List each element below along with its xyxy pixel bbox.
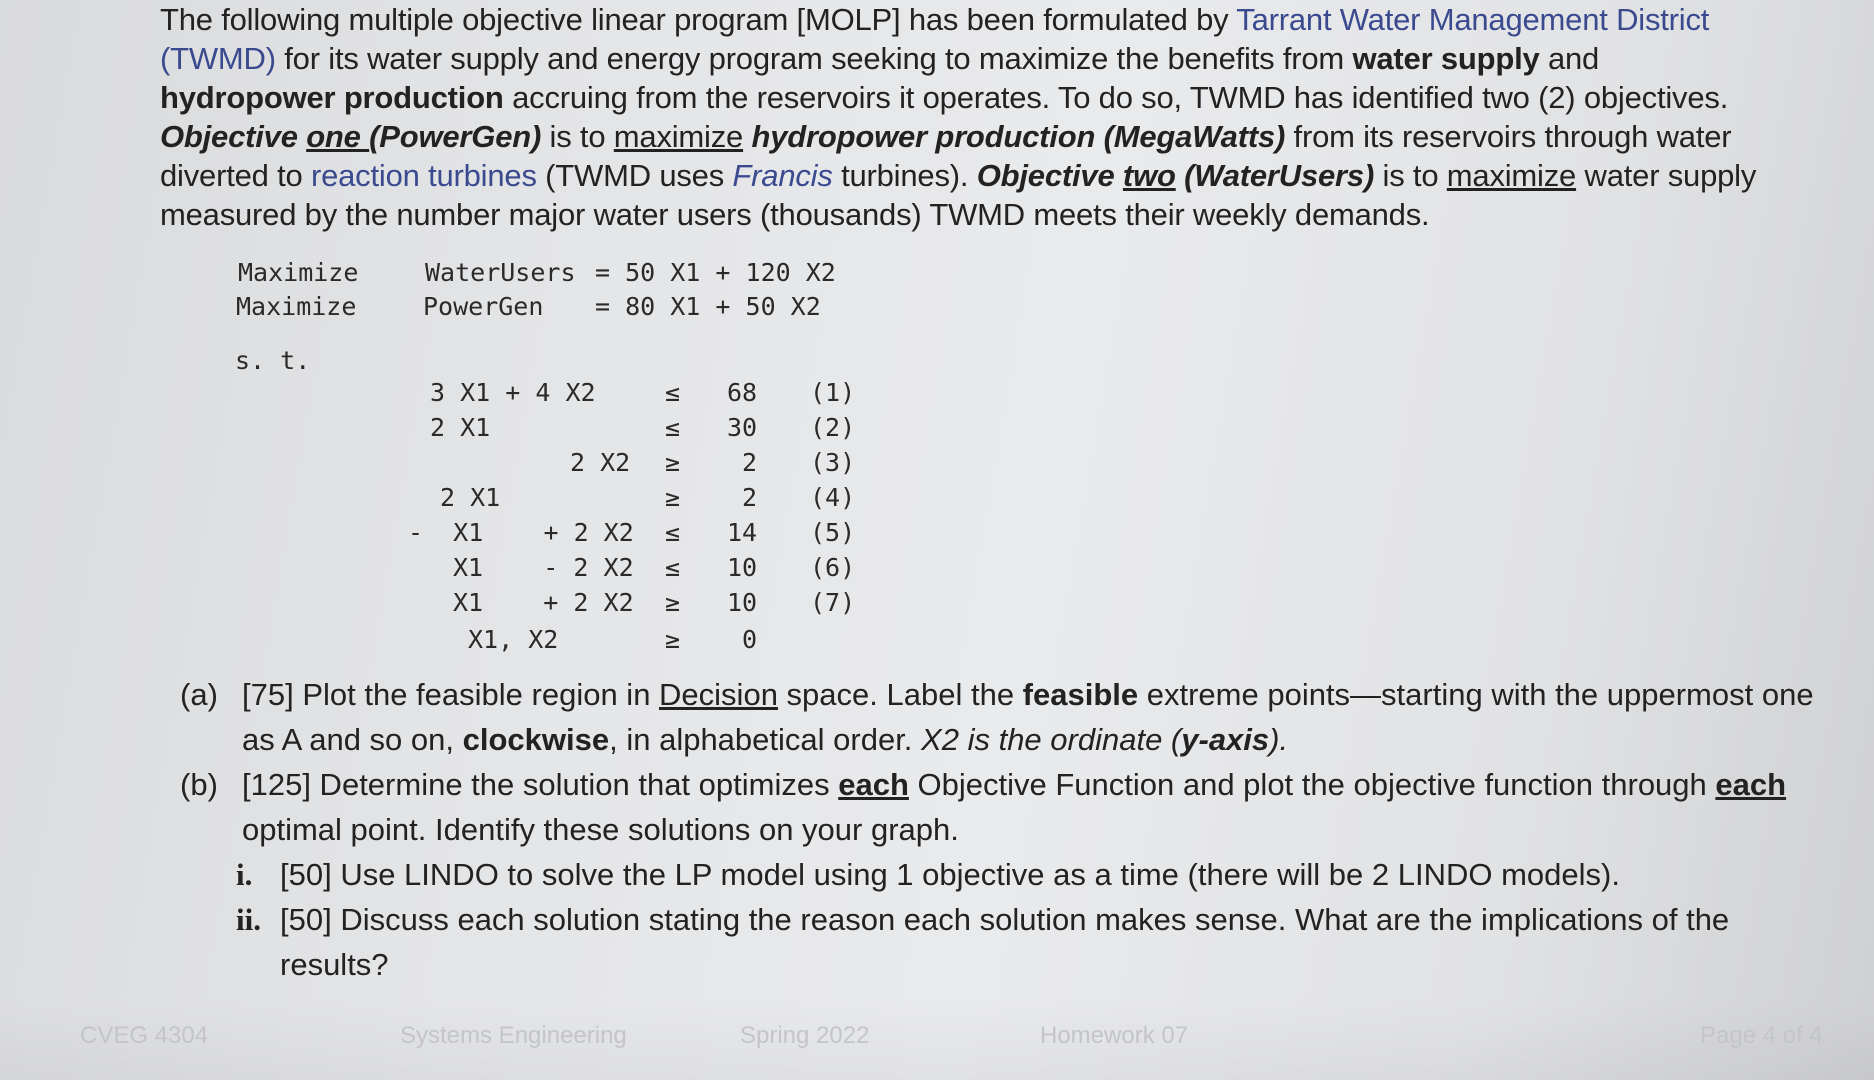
- footer-page: Page 4 of 4: [1700, 1022, 1823, 1049]
- question-b: [180, 762, 1820, 852]
- objective-one-number: one: [306, 119, 370, 154]
- objective-one-label: Objective: [160, 119, 307, 154]
- maximize-term: maximize: [1446, 158, 1577, 193]
- hydropower-term: hydropower production: [160, 80, 504, 115]
- clockwise-term: clockwise: [462, 722, 610, 757]
- intro-text: (TWMD uses: [536, 158, 733, 193]
- constraint-6-rhs: 10: [727, 553, 758, 582]
- water-supply-term: water supply: [1352, 41, 1540, 76]
- question-a-label: (a): [180, 677, 218, 712]
- maximize-term: maximize: [613, 119, 744, 154]
- question-a-text: extreme points—starting with the uppermost one as A and so on,: [242, 677, 1814, 757]
- intro-text: is to: [541, 119, 614, 154]
- reaction-turbines-term: reaction turbines: [310, 158, 537, 193]
- constraint-4-rhs: 2: [742, 483, 758, 512]
- constraint-3-number: (3): [810, 448, 856, 477]
- constraint-5-rhs: 14: [727, 518, 758, 547]
- intro-text: water supply measured by the number major water users (thousands) TWMD meets their weekly demands.: [160, 158, 1757, 232]
- constraint-2-rhs: 30: [727, 413, 758, 442]
- intro-text: turbines).: [832, 158, 977, 193]
- subject-to-label: s. t.: [235, 346, 311, 375]
- question-b-ii-text: [50] Discuss each solution stating the reason each solution makes sense. What are the implications of the results?: [280, 902, 1730, 982]
- constraint-3-lhs: 2 X2: [570, 448, 631, 477]
- constraint-1-op: ≤: [665, 378, 681, 407]
- constraint-5-op: ≤: [665, 518, 681, 547]
- question-b-text: Objective Function and plot the objective function through: [908, 767, 1716, 802]
- obj1-sense: Maximize: [238, 258, 359, 287]
- ordinate-note: X2 is the ordinate (: [921, 722, 1182, 757]
- intro-text: and: [1539, 41, 1600, 76]
- constraint-6-op: ≤: [665, 553, 681, 582]
- constraint-2-lhs: 2 X1: [430, 413, 491, 442]
- constraint-4-number: (4): [810, 483, 856, 512]
- objective-one-name: (PowerGen): [369, 119, 542, 154]
- constraint-5-lhs: - X1 + 2 X2: [408, 518, 634, 547]
- constraint-3-op: ≥: [665, 448, 681, 477]
- footer-term: Spring 2022: [740, 1022, 870, 1049]
- constraint-6-number: (6): [810, 553, 856, 582]
- nonnegativity-rhs: 0: [742, 625, 758, 654]
- y-axis-term: y-axis: [1181, 722, 1270, 757]
- question-b-ii-label: ii.: [236, 902, 261, 937]
- ordinate-note-end: ).: [1269, 722, 1289, 757]
- question-b-text: [125] Determine the solution that optimizes: [242, 767, 839, 802]
- constraint-7-lhs: X1 + 2 X2: [453, 588, 634, 617]
- obj2-expression: = 80 X1 + 50 X2: [595, 292, 821, 321]
- footer-course: CVEG 4304: [80, 1022, 209, 1049]
- questions-list: [180, 672, 1820, 987]
- objective-two-number: two: [1122, 158, 1176, 193]
- intro-text: The following multiple objective linear program [MOLP] has been formulated by: [160, 2, 1237, 37]
- obj2-sense: Maximize: [236, 292, 357, 321]
- feasible-term: feasible: [1022, 677, 1139, 712]
- constraint-7-number: (7): [810, 588, 856, 617]
- question-b-text: optimal point. Identify these solutions on your graph.: [242, 812, 959, 847]
- constraint-1-number: (1): [810, 378, 856, 407]
- intro-text: for its water supply and energy program seeking to maximize the benefits from: [275, 41, 1353, 76]
- constraint-4-op: ≥: [665, 483, 681, 512]
- question-b-i-text: [50] Use LINDO to solve the LP model using 1 objective as a time (there will be 2 LINDO models).: [280, 857, 1620, 892]
- constraint-1-rhs: 68: [727, 378, 758, 407]
- nonnegativity-op: ≥: [665, 625, 681, 654]
- intro-text: accruing from the reservoirs it operates. To do so, TWMD has identified two (2) objectives.: [503, 80, 1729, 115]
- constraint-5-number: (5): [810, 518, 856, 547]
- constraint-2-op: ≤: [665, 413, 681, 442]
- obj1-expression: = 50 X1 + 120 X2: [595, 258, 836, 287]
- question-b-i: [180, 852, 1820, 897]
- constraint-1-lhs: 3 X1 + 4 X2: [430, 378, 596, 407]
- footer-dept: Systems Engineering: [400, 1022, 627, 1049]
- question-a-text: [75] Plot the feasible region in: [242, 677, 660, 712]
- question-a: [180, 672, 1820, 762]
- intro-text: [743, 119, 751, 154]
- constraint-6-lhs: X1 - 2 X2: [453, 553, 634, 582]
- constraint-7-op: ≥: [665, 588, 681, 617]
- nonnegativity-lhs: X1, X2: [468, 625, 559, 654]
- objective-two-label: Objective: [976, 158, 1123, 193]
- each-term: each: [1715, 767, 1787, 802]
- constraint-3-rhs: 2: [742, 448, 758, 477]
- intro-text: is to: [1374, 158, 1447, 193]
- question-b-i-label: i.: [236, 857, 253, 892]
- intro-paragraph: [160, 0, 1760, 234]
- francis-term: Francis: [732, 158, 833, 193]
- constraint-2-number: (2): [810, 413, 856, 442]
- constraint-7-rhs: 10: [727, 588, 758, 617]
- question-a-text: , in alphabetical order.: [609, 722, 922, 757]
- decision-term: Decision: [659, 677, 778, 712]
- page-footer: [0, 1000, 1874, 1080]
- each-term: each: [838, 767, 909, 802]
- question-a-text: space. Label the: [777, 677, 1023, 712]
- objective-two-name: (WaterUsers): [1175, 158, 1375, 193]
- hydropower-objective: hydropower production (MegaWatts): [751, 119, 1286, 154]
- obj2-name: PowerGen: [423, 292, 544, 321]
- intro-text: from its reservoirs through water diverted to: [160, 119, 1732, 193]
- question-b-label: (b): [180, 767, 218, 802]
- footer-homework: Homework 07: [1040, 1022, 1189, 1049]
- obj1-name: WaterUsers: [425, 258, 576, 287]
- constraint-4-lhs: 2 X1: [440, 483, 501, 512]
- district-name: Tarrant Water Management District (TWMD): [160, 2, 1710, 76]
- question-b-ii: [180, 897, 1820, 987]
